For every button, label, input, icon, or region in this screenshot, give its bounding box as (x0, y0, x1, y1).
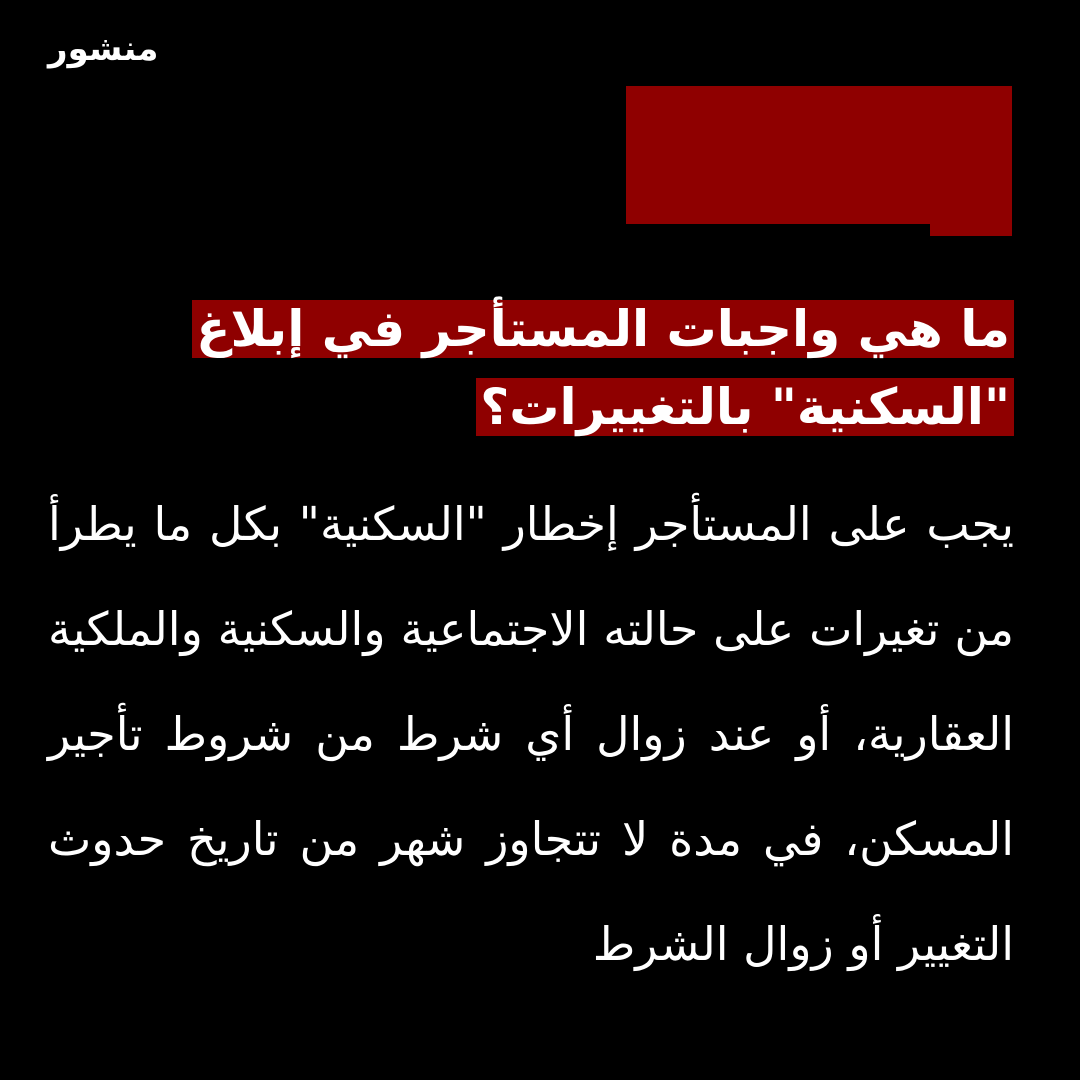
headline-text: ما هي واجبات المستأجر في إبلاغ "السكنية" بالتغييرات؟ (192, 300, 1014, 436)
red-accent-tab (930, 222, 1012, 236)
body-paragraph: يجب على المستأجر إخطار "السكنية" بكل ما يطرأ من تغيرات على حالته الاجتماعية والسكنية والملكية العقارية، أو عند زوال أي شرط من شروط تأجير المسكن، في مدة لا تتجاوز شهر من تاريخ حدوث التغيير أو زوال الشرط (48, 497, 1014, 971)
headline (44, 290, 1014, 446)
red-accent-block (626, 86, 1012, 224)
brand-logo: منشور (48, 29, 159, 69)
